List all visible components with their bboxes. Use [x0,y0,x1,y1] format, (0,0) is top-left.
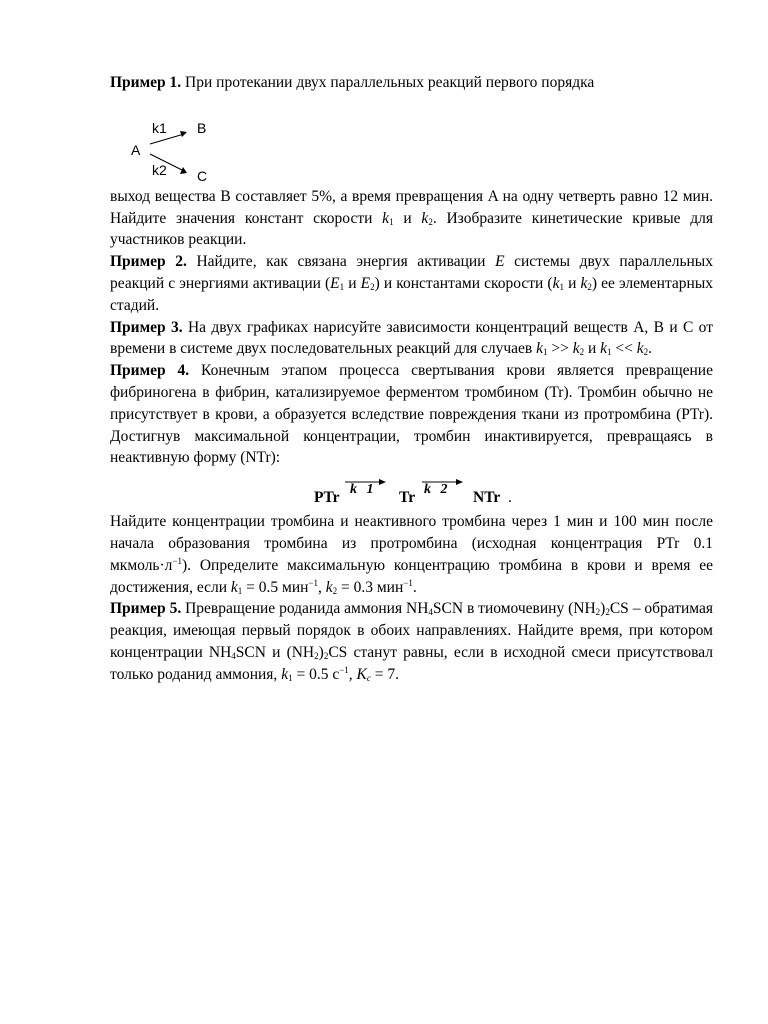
k1-label: k1 [152,119,167,136]
document-page [110,72,713,686]
example-5: Пример 5. Превращение роданида аммония $NH_4SCN$ в тиомочевину $(NH_2)_2CS$ – обратимая реакция, имеющая первый порядок в обоих направлениях. Найдите время, при котором концентрации $NH_4SCN$ и $(NH_2)_2CS$ станут равны, если в исходной смеси присутствовал только роданид аммония, $k_1 = 0.5$ $с^{-1}$, $K_c = 7$. [110,600,714,683]
example-3: Пример 3. На двух графиках нарисуйте зависимости концентраций веществ A, B и C от времени в системе двух последовательных реакций для случаев $k_1 >> k_2$ и $k_1 << k_2$. [110,318,713,358]
reaction-arrows-diagram [110,94,230,186]
example-5-label: Пример 5. [110,600,182,618]
example-1-intro: Пример 1. При протекании двух параллельных реакций первого порядка [110,74,595,91]
example-1-body: выход вещества B составляет 5%, а время превращения A на одну четверть равно 12 мин. Найдите значения констант скорости $k_1$ и $k_2$. Изобразите кинетические кривые для участников реакции. [110,187,714,249]
species-ptr: PTr [314,489,340,507]
example-2-label: Пример 2. [110,253,187,271]
equation-period: . [508,489,512,507]
equation-k1-label: k 1 [350,482,377,498]
equation-k2-label: k 2 [424,482,451,498]
example-2: Пример 2. Найдите, как связана энергия активации E системы двух параллельных реакций с энергиями активации ($E_1$ и $E_2$) и константами скорости ($k_1$ и $k_2$) ее элементарных стадий. [110,253,714,314]
reactant-a-label: A [131,141,141,158]
example-4-question: Найдите концентрации тромбина и неактивного тромбина через 1 мин и 100 мин после начала образования тромбина из протромбина (исходная концентрация PTr 0.1 $мкмоль\cdot л^{-1}$). Определите максимальную концентрацию тромбина в крови и время ее достижения, если $k_1 = 0.5$ мин$^{-1}$, $k_2 = 0.3$ мин$^{-1}$. [110,513,713,596]
parallel-reaction-scheme [110,94,713,186]
species-ntr: NTr [473,489,501,507]
example-3-label: Пример 3. [110,318,183,336]
example-4-label: Пример 4. [110,362,190,380]
species-tr: Tr [399,489,416,507]
product-b-label: B [197,119,207,136]
example-1-label: Пример 1. [110,74,182,91]
k2-label: k2 [152,161,167,178]
example-4-intro: Пример 4. Конечным этапом процесса свертывания крови является превращение фибриногена в фибрин, катализируемое ферментом тромбином (Tr). Тромбин обычно не присутствует в крови, а образуется вследствие повреждения ткани из протромбина (PTr). Достигнув максимальной концентрации, тромбин инактивируется, превращаясь в неактивную форму (NTr): [110,362,713,467]
product-c-label: C [197,167,208,184]
thrombin-reaction-equation [110,471,713,509]
